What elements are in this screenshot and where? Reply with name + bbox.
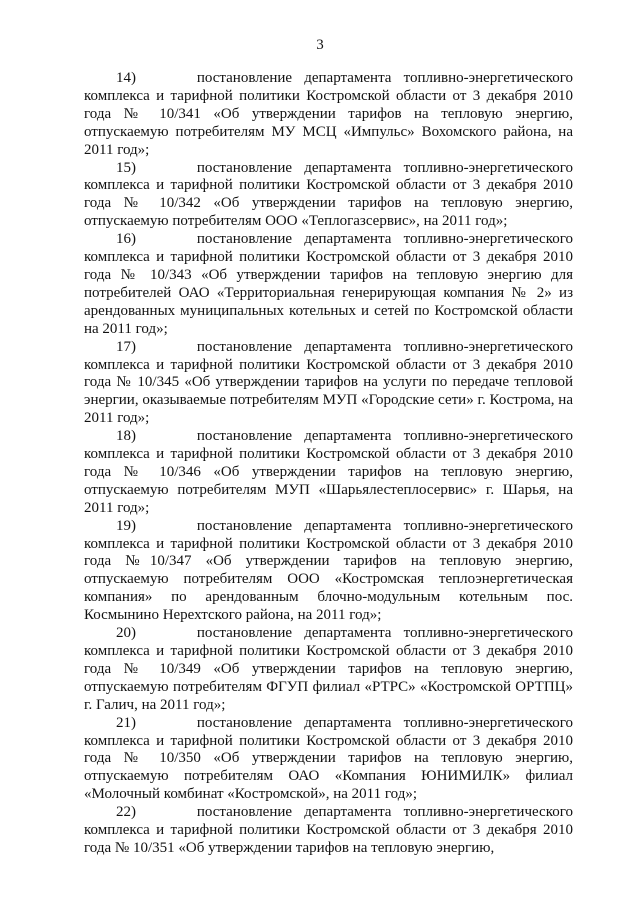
list-item-19: 19) постановление департамента топливно-энергетического комплекса и тарифной политики Костромской области от 3 декабря 2010 года №10/347 «Об утверждении тарифов на тепловую энергию, отпускаемую потребителям ООО «Костромская теплоэнергетическая компания» по арендованным блочно-модульным котельным пос. Космынино Нерехтского района, на 2011 год»; [84, 517, 573, 624]
list-item-14: 14) постановление департамента топливно-энергетического комплекса и тарифной политики Костромской области от 3 декабря 2010 года № 10/341 «Об утверждении тарифов на тепловую энергию, отпускаемую потребителям МУ МСЦ «Импульс» Вохомского района, на 2011 год»; [84, 70, 573, 158]
list-item-18: 18) постановление департамента топливно-энергетического комплекса и тарифной политики Костромской области от 3 декабря 2010 года № 10/346 «Об утверждении тарифов на тепловую энергию, отпускаемую потребителям МУП «Шарьялестеплосервис» г. Шарья, на 2011 год»; [84, 428, 573, 516]
list-item-20: 20) постановление департамента топливно-энергетического комплекса и тарифной политики Костромской области от 3 декабря 2010 года № 10/349 «Об утверждении тарифов на тепловую энергию, отпускаемую потребителям ФГУП филиал «РТРС» «Костромской ОРТПЦ» г. Галич, на 2011 год»; [84, 625, 573, 713]
list-item-15: 15) постановление департамента топливно-энергетического комплекса и тарифной политики Костромской области от 3 декабря 2010 года № 10/342 «Об утверждении тарифов на тепловую энергию, отпускаемую потребителям ООО «Теплогазсервис», на 2011 год»; [84, 159, 573, 230]
list-item-17: 17) постановление департамента топливно-энергетического комплекса и тарифной политики Костромской области от 3 декабря 2010 года № 10/345 «Об утверждении тарифов на услуги по передаче тепловой энергии, оказываемые потребителям МУП «Городские сети» г. Кострома, на 2011 год»; [84, 338, 573, 427]
list-item-16: 16) постановление департамента топливно-энергетического комплекса и тарифной политики Костромской области от 3 декабря 2010 года № 10/343 «Об утверждении тарифов на тепловую энергию для потребителей ОАО «Территориальная генерирующая компания № 2» из арендованных муниципальных котельных и сетей по Костромской области на 2011 год»; [84, 231, 573, 337]
document-body [84, 70, 573, 858]
page-number: 3 [316, 37, 324, 53]
list-item-21: 21) постановление департамента топливно-энергетического комплекса и тарифной политики Костромской области от 3 декабря 2010 года № 10/350 «Об утверждении тарифов на тепловую энергию, отпускаемую потребителям ОАО «Компания ЮНИМИЛК» филиал «Молочный комбинат «Костромской», на 2011 год»; [84, 714, 573, 803]
list-item-22: 22) постановление департамента топливно-энергетического комплекса и тарифной политики Костромской области от 3 декабря 2010 года № 10/351 «Об утверждении тарифов на тепловую энергию, [84, 804, 573, 856]
